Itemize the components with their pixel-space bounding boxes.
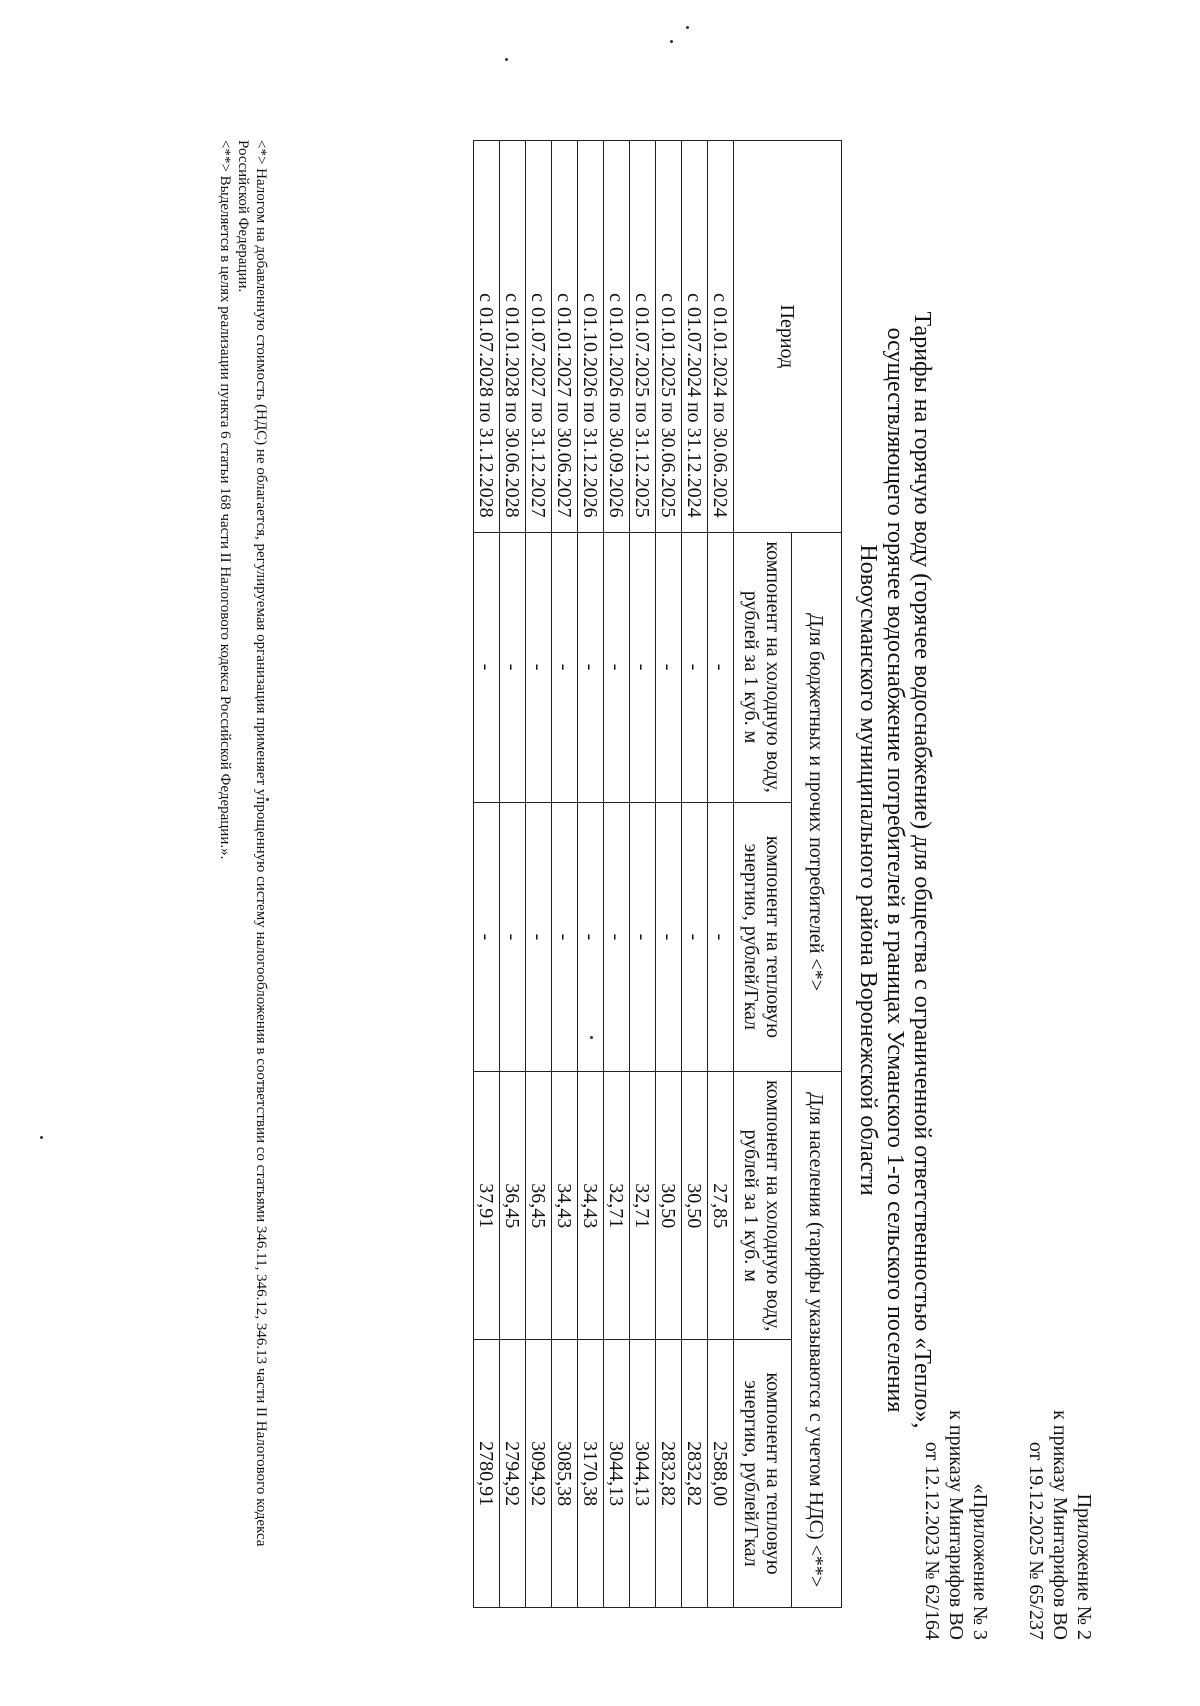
rotated-sheet (50, 60, 1110, 1680)
cell-budget-heat: - (474, 802, 500, 1072)
tariff-table (473, 140, 842, 1608)
appendix-current-line-1: Приложение № 2 (1073, 1493, 1095, 1640)
cell-budget-heat: - (500, 802, 526, 1072)
cell-budget-cold: - (474, 532, 500, 802)
cell-period: с 01.01.2027 по 30.06.2027 (552, 141, 578, 533)
cell-budget-heat: - (630, 802, 656, 1072)
cell-period: с 01.10.2026 по 31.12.2026 (578, 141, 604, 533)
cell-period: с 01.01.2025 по 30.06.2025 (656, 141, 682, 533)
table-row (578, 141, 604, 1608)
title-line-1: Тарифы на горячую воду (горячее водоснабжение) для общества с ограниченной ответственностью «Тепло», (909, 311, 935, 1429)
cell-population-heat: 3170,38 (578, 1340, 604, 1608)
table-row (474, 141, 500, 1608)
cell-budget-cold: - (630, 532, 656, 802)
cell-period: с 01.07.2024 по 31.12.2024 (682, 141, 708, 533)
cell-budget-heat: - (604, 802, 630, 1072)
cell-period: с 01.07.2027 по 31.12.2027 (526, 141, 552, 533)
cell-population-cold: 36,45 (500, 1072, 526, 1340)
cell-population-cold: 37,91 (474, 1072, 500, 1340)
document-title (854, 120, 935, 1620)
header-period: Период (734, 141, 842, 533)
scan-speck (40, 1136, 43, 1139)
cell-budget-cold: - (578, 532, 604, 802)
cell-budget-cold: - (526, 532, 552, 802)
cell-period: с 01.07.2025 по 31.12.2025 (630, 141, 656, 533)
header-population-cold-water: компонент на холодную воду, рублей за 1 куб. м (734, 1072, 792, 1340)
header-population-heat-energy: компонент на тепловую энергию, рублей/Гкал (734, 1340, 792, 1608)
cell-budget-cold: - (656, 532, 682, 802)
header-budget-group: Для бюджетных и прочих потребителей <*> (792, 532, 842, 1072)
table-row (656, 141, 682, 1608)
cell-population-heat: 3085,38 (552, 1340, 578, 1608)
appendix-current-line-3: от 19.12.2025 № 65/237 (1025, 1441, 1047, 1640)
cell-budget-heat: - (682, 802, 708, 1072)
table-row (604, 141, 630, 1608)
appendix-previous-line-1: «Приложение № 3 (969, 1483, 991, 1640)
cell-period: с 01.01.2024 по 30.06.2024 (708, 141, 734, 533)
header-population-group: Для населения (тарифы указываются с учетом НДС) <**> (792, 1072, 842, 1608)
scan-speck (686, 26, 689, 29)
cell-budget-heat: - (552, 802, 578, 1072)
cell-population-cold: 27,85 (708, 1072, 734, 1340)
cell-population-heat: 2780,91 (474, 1340, 500, 1608)
cell-budget-cold: - (708, 532, 734, 802)
cell-population-heat: 2832,82 (682, 1340, 708, 1608)
table-row (708, 141, 734, 1608)
cell-population-heat: 3094,92 (526, 1340, 552, 1608)
cell-population-heat: 3044,13 (630, 1340, 656, 1608)
cell-budget-heat: - (656, 802, 682, 1072)
footnote-vat-allocation: <**> Выделяется в целях реализации пункта 6 статьи 168 части II Налогового кодекса Российской Федерации.». (217, 140, 233, 860)
cell-budget-cold: - (500, 532, 526, 802)
footnote-vat-exempt: <*> Налогом на добавленную стоимость (НДС) не облагается, регулируемая организация применяет упрощенную систему налогообложения в соответствии со статьями 346.11, 346.12, 346.13 части II Налогового кодекса Российской Федерации. (235, 140, 269, 1547)
cell-period: с 01.07.2028 по 31.12.2028 (474, 141, 500, 533)
header-budget-heat-energy: компонент на тепловую энергию, рублей/Гкал (734, 802, 792, 1072)
cell-population-cold: 34,43 (578, 1072, 604, 1340)
cell-population-cold: 36,45 (526, 1072, 552, 1340)
table-row (552, 141, 578, 1608)
cell-population-cold: 30,50 (682, 1072, 708, 1340)
cell-budget-cold: - (552, 532, 578, 802)
cell-population-cold: 32,71 (604, 1072, 630, 1340)
title-line-2: осуществляющего горячее водоснабжение потребителей в границах Усманского 1-го сельского поселения (882, 327, 908, 1413)
cell-population-heat: 2794,92 (500, 1340, 526, 1608)
cell-budget-heat: - (578, 802, 604, 1072)
scan-speck (670, 40, 673, 43)
table-row (682, 141, 708, 1608)
cell-budget-heat: - (708, 802, 734, 1072)
cell-period: с 01.01.2028 по 30.06.2028 (500, 141, 526, 533)
cell-population-heat: 3044,13 (604, 1340, 630, 1608)
cell-budget-cold: - (682, 532, 708, 802)
appendix-current (1024, 940, 1096, 1640)
appendix-previous-line-2: к приказу Минтарифов ВО (945, 1410, 967, 1640)
cell-population-heat: 2832,82 (656, 1340, 682, 1608)
cell-population-cold: 30,50 (656, 1072, 682, 1340)
cell-period: с 01.01.2026 по 30.09.2026 (604, 141, 630, 533)
cell-budget-heat: - (526, 802, 552, 1072)
table-row (526, 141, 552, 1608)
appendix-current-line-2: к приказу Минтарифов ВО (1049, 1410, 1071, 1640)
cell-population-cold: 32,71 (630, 1072, 656, 1340)
footnotes (216, 140, 270, 1620)
cell-budget-cold: - (604, 532, 630, 802)
cell-population-cold: 34,43 (552, 1072, 578, 1340)
table-row (500, 141, 526, 1608)
table-row (630, 141, 656, 1608)
header-budget-cold-water: компонент на холодную воду, рублей за 1 куб. м (734, 532, 792, 802)
title-line-3: Новоусманского муниципального района Воронежской области (855, 544, 881, 1196)
cell-population-heat: 2588,00 (708, 1340, 734, 1608)
appendix-previous-line-3: от 12.12.2023 № 62/164 (921, 1441, 943, 1640)
